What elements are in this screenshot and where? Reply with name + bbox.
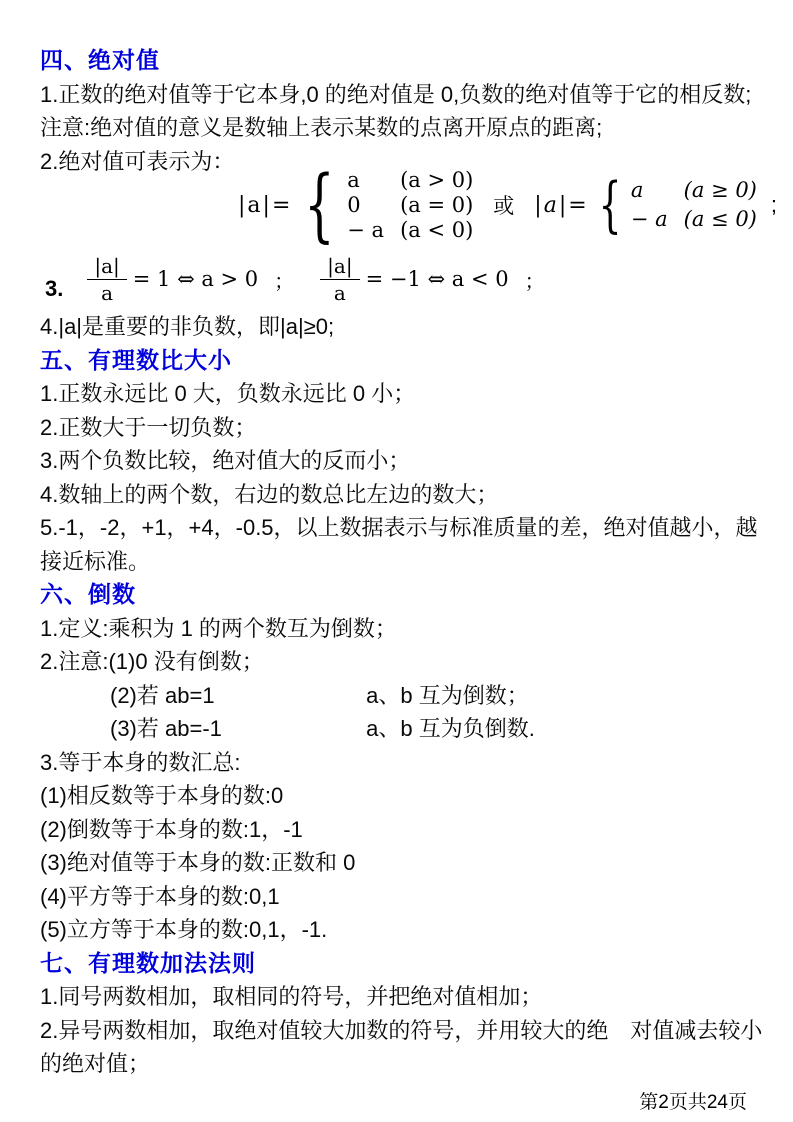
fraction-denominator: a bbox=[101, 280, 114, 305]
section-heading-5: 五、有理数比大小 bbox=[40, 346, 232, 373]
body-line: (3)绝对值等于本身的数:正数和 0 bbox=[40, 850, 356, 875]
body-line: 接近标准。 bbox=[40, 548, 151, 574]
fraction bbox=[320, 254, 359, 305]
body-line: 4.数轴上的两个数，右边的数总比左边的数大； bbox=[40, 481, 499, 507]
case-condition: (a ≥ 0) bbox=[683, 178, 757, 202]
case-value: − a bbox=[347, 217, 385, 242]
left-brace: { bbox=[598, 169, 622, 240]
fraction-numerator: |a| bbox=[320, 254, 359, 280]
case-condition: (a ≤ 0) bbox=[683, 207, 757, 231]
body-line: 1.定义:乘积为 1 的两个数互为倒数； bbox=[40, 615, 397, 641]
section-heading-6: 六、倒数 bbox=[40, 581, 136, 607]
body-line: 的绝对值； bbox=[40, 1051, 151, 1076]
or-label: 或 bbox=[493, 195, 515, 218]
equation-text: = 1 ⇔ a > 0 bbox=[132, 267, 259, 291]
page-number: 第2页共24页 bbox=[639, 1092, 747, 1113]
condition-text: (3)若 ab=-1 bbox=[110, 716, 222, 741]
body-line: 1.正数的绝对值等于它本身,0 的绝对值是 0,负数的绝对值等于它的相反数; bbox=[40, 81, 752, 107]
case-value: − a bbox=[630, 207, 668, 231]
section-heading-4: 四、绝对值 bbox=[40, 47, 160, 73]
result-text: a、b 互为负倒数. bbox=[366, 716, 535, 741]
body-line: 3.两个负数比较，绝对值大的反而小； bbox=[40, 448, 411, 473]
body-line: (5)立方等于本身的数:0,1，-1. bbox=[40, 917, 328, 942]
body-line: 注意:绝对值的意义是数轴上表示某数的点离开原点的距离; bbox=[40, 115, 603, 140]
item-number: 3. bbox=[45, 276, 64, 301]
case-condition: (a < 0) bbox=[400, 217, 474, 242]
case-condition: (a = 0) bbox=[400, 192, 474, 217]
separator: ； bbox=[274, 270, 295, 293]
two-column-line bbox=[40, 679, 749, 713]
separator: ； bbox=[524, 270, 545, 293]
body-line: 1.同号两数相加，取相同的符号，并把绝对值相加； bbox=[40, 984, 543, 1009]
body-line: 1.正数永远比 0 大，负数永远比 0 小； bbox=[40, 381, 416, 406]
formula-lhs: |a|= bbox=[534, 192, 589, 218]
body-line: 3.等于本身的数汇总: bbox=[40, 749, 241, 775]
formula-lhs: |a|= bbox=[238, 192, 293, 218]
equation-text: = −1 ⇔ a < 0 bbox=[365, 267, 509, 291]
condition-text: (2)若 ab=1 bbox=[110, 682, 215, 708]
case-value: a bbox=[347, 167, 360, 192]
body-line: 2.注意:(1)0 没有倒数； bbox=[40, 649, 264, 674]
fraction bbox=[87, 254, 126, 305]
body-line: 5.-1，-2，+1，+4，-0.5，以上数据表示与标准质量的差，绝对值越小，越 bbox=[40, 515, 758, 540]
result-text: a、b 互为倒数； bbox=[366, 682, 529, 708]
body-line: 2.正数大于一切负数； bbox=[40, 414, 257, 440]
body-line: 4.|a|是重要的非负数，即|a|≥0; bbox=[40, 314, 335, 339]
two-column-line bbox=[40, 712, 749, 746]
body-line: 2.绝对值可表示为： bbox=[40, 148, 235, 174]
body-line: 2.异号两数相加，取绝对值较大加数的符号，并用较大的绝 对值减去较小 bbox=[40, 1017, 763, 1043]
case-condition: (a > 0) bbox=[400, 167, 474, 192]
body-line: (1)相反数等于本身的数:0 bbox=[40, 783, 284, 808]
case-value: a bbox=[630, 178, 644, 202]
cases-list bbox=[347, 168, 473, 243]
section-heading-7: 七、有理数加法法则 bbox=[40, 949, 256, 976]
case-value: 0 bbox=[347, 192, 361, 217]
body-line: (4)平方等于本身的数:0,1 bbox=[40, 883, 280, 909]
cases-list bbox=[631, 176, 757, 234]
formula-end-punctuation: ; bbox=[770, 192, 777, 217]
left-brace: { bbox=[304, 158, 336, 252]
fraction-denominator: a bbox=[333, 280, 346, 305]
fraction-numerator: |a| bbox=[87, 254, 126, 280]
body-line: (2)倒数等于本身的数:1，-1 bbox=[40, 816, 303, 842]
fraction-formula-row bbox=[40, 248, 749, 310]
